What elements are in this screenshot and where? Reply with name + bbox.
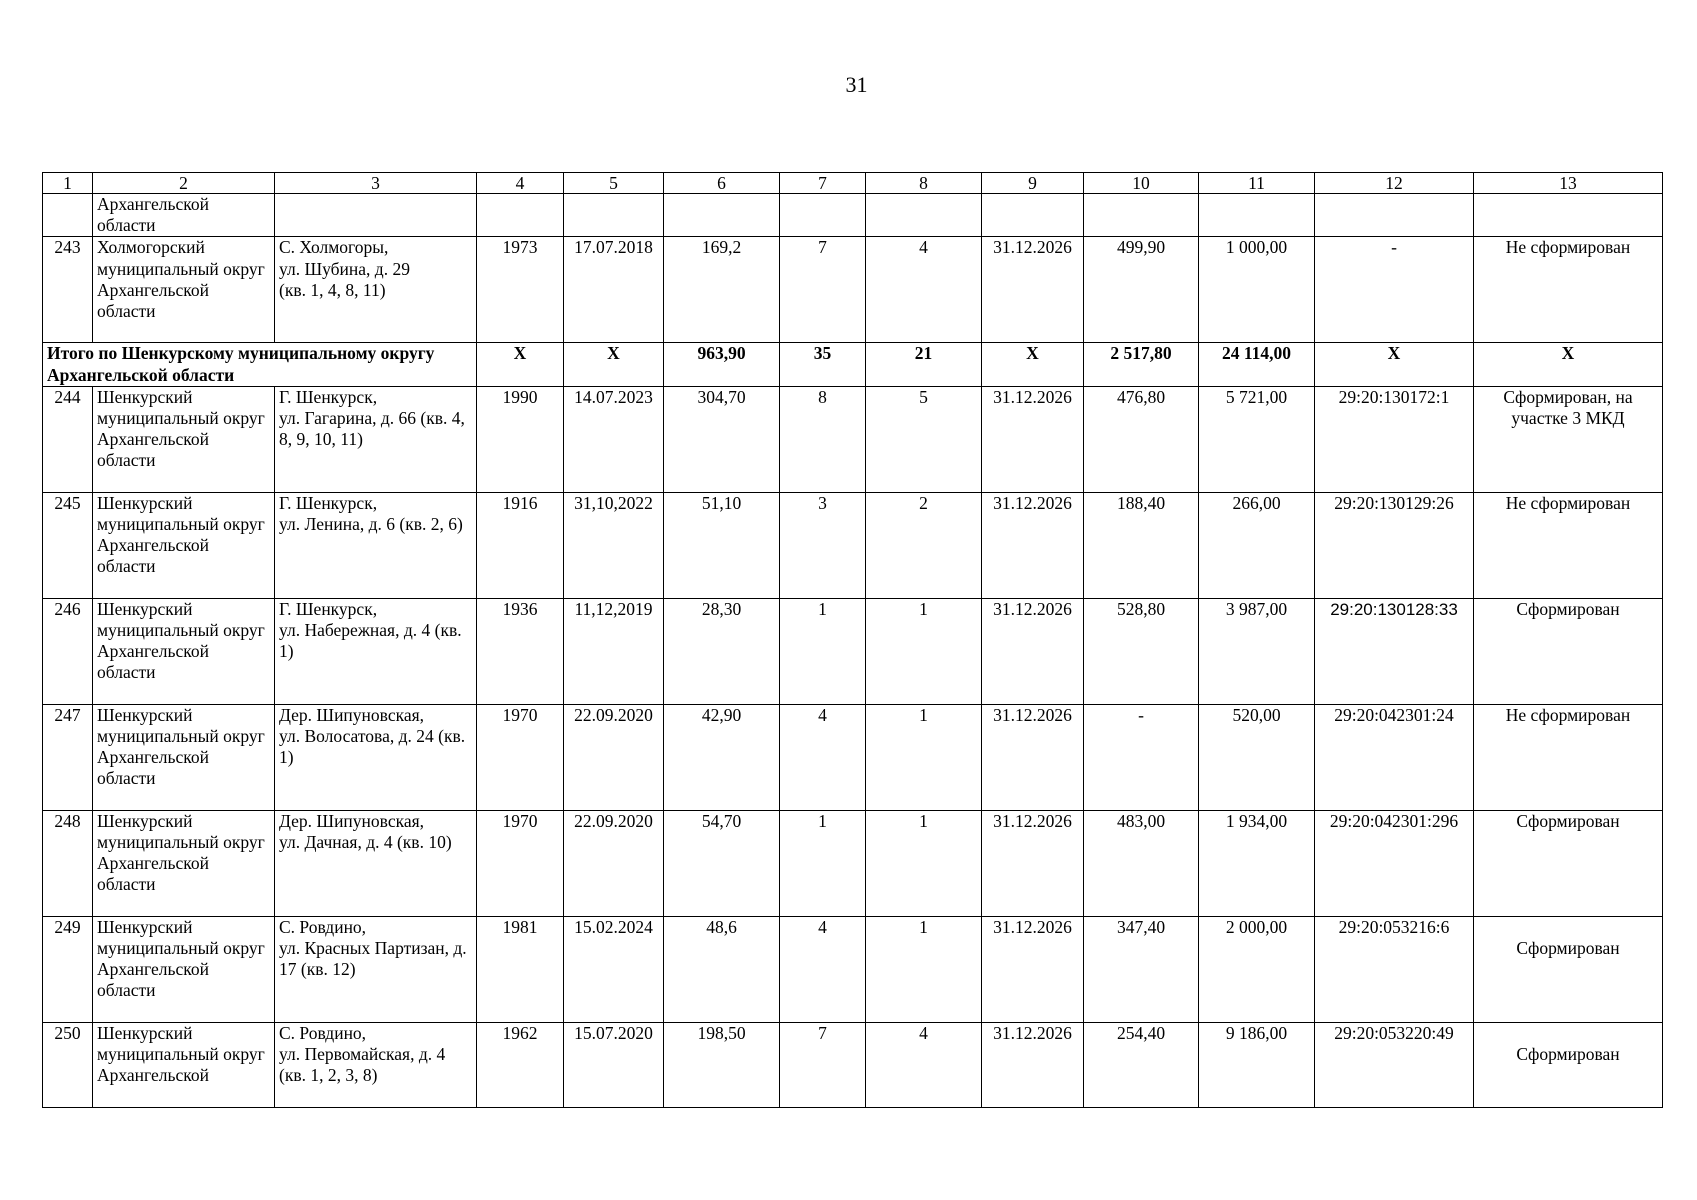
col8-cell: 4	[866, 1022, 982, 1107]
col10-cell: 528,80	[1084, 598, 1199, 704]
address-cell	[275, 598, 477, 704]
address-line: Дер. Шипуновская,	[279, 704, 425, 725]
column-number: 2	[93, 173, 275, 194]
table-row	[43, 492, 1663, 598]
col8-cell: 1	[866, 916, 982, 1022]
year-cell: 1970	[477, 810, 564, 916]
status-cell: Сформирован, на участке 3 МКД	[1474, 386, 1663, 492]
deadline-cell: 31.12.2026	[982, 1022, 1084, 1107]
col11-cell: 3 987,00	[1199, 598, 1315, 704]
year-cell: 1916	[477, 492, 564, 598]
column-number: 9	[982, 173, 1084, 194]
col10-cell: 476,80	[1084, 386, 1199, 492]
row-number: 248	[43, 810, 93, 916]
cadastral-cell: 29:20:053220:49	[1315, 1022, 1474, 1107]
status-cell: Сформирован	[1474, 1022, 1663, 1107]
address-line: ул. Набережная, д. 4 (кв. 1)	[279, 620, 462, 662]
col8-cell: 1	[866, 704, 982, 810]
status-cell: Не сформирован	[1474, 237, 1663, 343]
address-line: Дер. Шипуновская,	[279, 810, 425, 831]
table-row	[43, 810, 1663, 916]
col10-cell: -	[1084, 704, 1199, 810]
col11-cell: 5 721,00	[1199, 386, 1315, 492]
municipality-cell: Шенкурский муниципальный округ Архангельской области	[93, 704, 275, 810]
deadline-cell: 31.12.2026	[982, 916, 1084, 1022]
table-row	[43, 237, 1663, 343]
address-cell	[275, 704, 477, 810]
date-cell: 15.02.2024	[564, 916, 664, 1022]
municipality-cell: Шенкурский муниципальный округ Архангельской области	[93, 810, 275, 916]
page-number: 31	[845, 72, 868, 97]
col7-cell: 1	[780, 810, 866, 916]
municipality-cell: Архангельской области	[93, 194, 275, 237]
table-row	[43, 704, 1663, 810]
address-cell	[275, 810, 477, 916]
col11-cell: 520,00	[1199, 704, 1315, 810]
area-cell: 51,10	[664, 492, 780, 598]
col10-cell: 254,40	[1084, 1022, 1199, 1107]
total-col9: Х	[982, 343, 1084, 386]
area-cell: 28,30	[664, 598, 780, 704]
status-cell: Сформирован	[1474, 810, 1663, 916]
cadastral-cell: 29:20:042301:296	[1315, 810, 1474, 916]
col11-cell: 266,00	[1199, 492, 1315, 598]
date-cell: 15.07.2020	[564, 1022, 664, 1107]
address-line: Г. Шенкурск,	[279, 598, 378, 619]
table-row	[43, 916, 1663, 1022]
col8-cell: 5	[866, 386, 982, 492]
total-col4: Х	[477, 343, 564, 386]
col8-cell: 4	[866, 237, 982, 343]
cadastral-cell: 29:20:130172:1	[1315, 386, 1474, 492]
row-number: 246	[43, 598, 93, 704]
address-cell	[275, 492, 477, 598]
address-cell	[275, 916, 477, 1022]
year-cell: 1981	[477, 916, 564, 1022]
address-line: ул. Красных Партизан, д. 17 (кв. 12)	[279, 938, 467, 980]
col7-cell: 7	[780, 1022, 866, 1107]
year-cell: 1970	[477, 704, 564, 810]
total-col7: 35	[780, 343, 866, 386]
status-cell: Не сформирован	[1474, 492, 1663, 598]
municipality-cell: Шенкурский муниципальный округ Архангельской области	[93, 916, 275, 1022]
col7-cell: 7	[780, 237, 866, 343]
date-cell: 11,12,2019	[564, 598, 664, 704]
total-col8: 21	[866, 343, 982, 386]
date-cell: 22.09.2020	[564, 810, 664, 916]
row-number: 245	[43, 492, 93, 598]
total-col6: 963,90	[664, 343, 780, 386]
deadline-cell: 31.12.2026	[982, 704, 1084, 810]
year-cell: 1990	[477, 386, 564, 492]
col7-cell: 4	[780, 916, 866, 1022]
column-number: 8	[866, 173, 982, 194]
deadline-cell: 31.12.2026	[982, 810, 1084, 916]
date-cell: 22.09.2020	[564, 704, 664, 810]
address-line: ул. Гагарина, д. 66 (кв. 4, 8, 9, 10, 11)	[279, 408, 465, 450]
area-cell: 48,6	[664, 916, 780, 1022]
column-number: 12	[1315, 173, 1474, 194]
col7-cell: 3	[780, 492, 866, 598]
address-cell	[275, 386, 477, 492]
col7-cell: 1	[780, 598, 866, 704]
column-number: 3	[275, 173, 477, 194]
row-number: 247	[43, 704, 93, 810]
area-cell: 169,2	[664, 237, 780, 343]
status-cell: Сформирован	[1474, 598, 1663, 704]
row-number: 244	[43, 386, 93, 492]
total-label: Итого по Шенкурскому муниципальному округу Архангельской области	[43, 343, 477, 386]
col7-cell: 4	[780, 704, 866, 810]
address-line: ул. Шубина, д. 29	[279, 258, 410, 279]
address-line: ул. Ленина, д. 6 (кв. 2, 6)	[279, 514, 463, 535]
area-cell: 42,90	[664, 704, 780, 810]
table-row	[43, 386, 1663, 492]
cadastral-cell: 29:20:042301:24	[1315, 704, 1474, 810]
area-cell: 198,50	[664, 1022, 780, 1107]
column-number: 7	[780, 173, 866, 194]
column-number: 13	[1474, 173, 1663, 194]
continuation-row	[43, 194, 1663, 237]
column-number-row	[43, 173, 1663, 194]
address-cell	[275, 237, 477, 343]
total-col10: 2 517,80	[1084, 343, 1199, 386]
area-cell: 304,70	[664, 386, 780, 492]
row-number: 249	[43, 916, 93, 1022]
address-cell	[275, 1022, 477, 1107]
deadline-cell: 31.12.2026	[982, 386, 1084, 492]
col11-cell: 2 000,00	[1199, 916, 1315, 1022]
col7-cell: 8	[780, 386, 866, 492]
table-row	[43, 598, 1663, 704]
address-line: Г. Шенкурск,	[279, 492, 378, 513]
col11-cell: 1 000,00	[1199, 237, 1315, 343]
municipality-cell: Холмогорский муниципальный округ Архангельской области	[93, 237, 275, 343]
year-cell: 1962	[477, 1022, 564, 1107]
address-line: С. Холмогоры,	[279, 237, 389, 258]
deadline-cell: 31.12.2026	[982, 237, 1084, 343]
year-cell: 1973	[477, 237, 564, 343]
cadastral-cell: 29:20:053216:6	[1315, 916, 1474, 1022]
col10-cell: 499,90	[1084, 237, 1199, 343]
municipality-cell: Шенкурский муниципальный округ Архангельской области	[93, 492, 275, 598]
col11-cell: 1 934,00	[1199, 810, 1315, 916]
total-col5: Х	[564, 343, 664, 386]
deadline-cell: 31.12.2026	[982, 598, 1084, 704]
cadastral-cell: 29:20:130128:33	[1315, 598, 1474, 704]
col8-cell: 1	[866, 598, 982, 704]
column-number: 1	[43, 173, 93, 194]
total-col12: Х	[1315, 343, 1474, 386]
address-line: С. Ровдино,	[279, 916, 367, 937]
housing-register-table	[42, 172, 1663, 1108]
date-cell: 31,10,2022	[564, 492, 664, 598]
address-line: С. Ровдино,	[279, 1022, 367, 1043]
col8-cell: 1	[866, 810, 982, 916]
date-cell: 14.07.2023	[564, 386, 664, 492]
address-line: ул. Волосатова, д. 24 (кв. 1)	[279, 726, 466, 768]
address-line: ул. Первомайская, д. 4 (кв. 1, 2, 3, 8)	[279, 1044, 446, 1086]
row-number: 243	[43, 237, 93, 343]
col8-cell: 2	[866, 492, 982, 598]
total-row	[43, 343, 1663, 386]
municipality-cell: Шенкурский муниципальный округ Архангельской области	[93, 386, 275, 492]
status-cell: Сформирован	[1474, 916, 1663, 1022]
col10-cell: 188,40	[1084, 492, 1199, 598]
address-line: ул. Дачная, д. 4 (кв. 10)	[279, 832, 452, 853]
year-cell: 1936	[477, 598, 564, 704]
row-number: 250	[43, 1022, 93, 1107]
municipality-cell: Шенкурский муниципальный округ Архангельской	[93, 1022, 275, 1107]
column-number: 11	[1199, 173, 1315, 194]
cadastral-cell: -	[1315, 237, 1474, 343]
address-line: (кв. 1, 4, 8, 11)	[279, 279, 386, 300]
total-col11: 24 114,00	[1199, 343, 1315, 386]
status-cell: Не сформирован	[1474, 704, 1663, 810]
total-col13: Х	[1474, 343, 1663, 386]
col11-cell: 9 186,00	[1199, 1022, 1315, 1107]
municipality-cell: Шенкурский муниципальный округ Архангельской области	[93, 598, 275, 704]
column-number: 4	[477, 173, 564, 194]
col10-cell: 347,40	[1084, 916, 1199, 1022]
deadline-cell: 31.12.2026	[982, 492, 1084, 598]
area-cell: 54,70	[664, 810, 780, 916]
column-number: 10	[1084, 173, 1199, 194]
column-number: 6	[664, 173, 780, 194]
col10-cell: 483,00	[1084, 810, 1199, 916]
cadastral-cell: 29:20:130129:26	[1315, 492, 1474, 598]
column-number: 5	[564, 173, 664, 194]
table-row	[43, 1022, 1663, 1107]
address-line: Г. Шенкурск,	[279, 386, 378, 407]
date-cell: 17.07.2018	[564, 237, 664, 343]
